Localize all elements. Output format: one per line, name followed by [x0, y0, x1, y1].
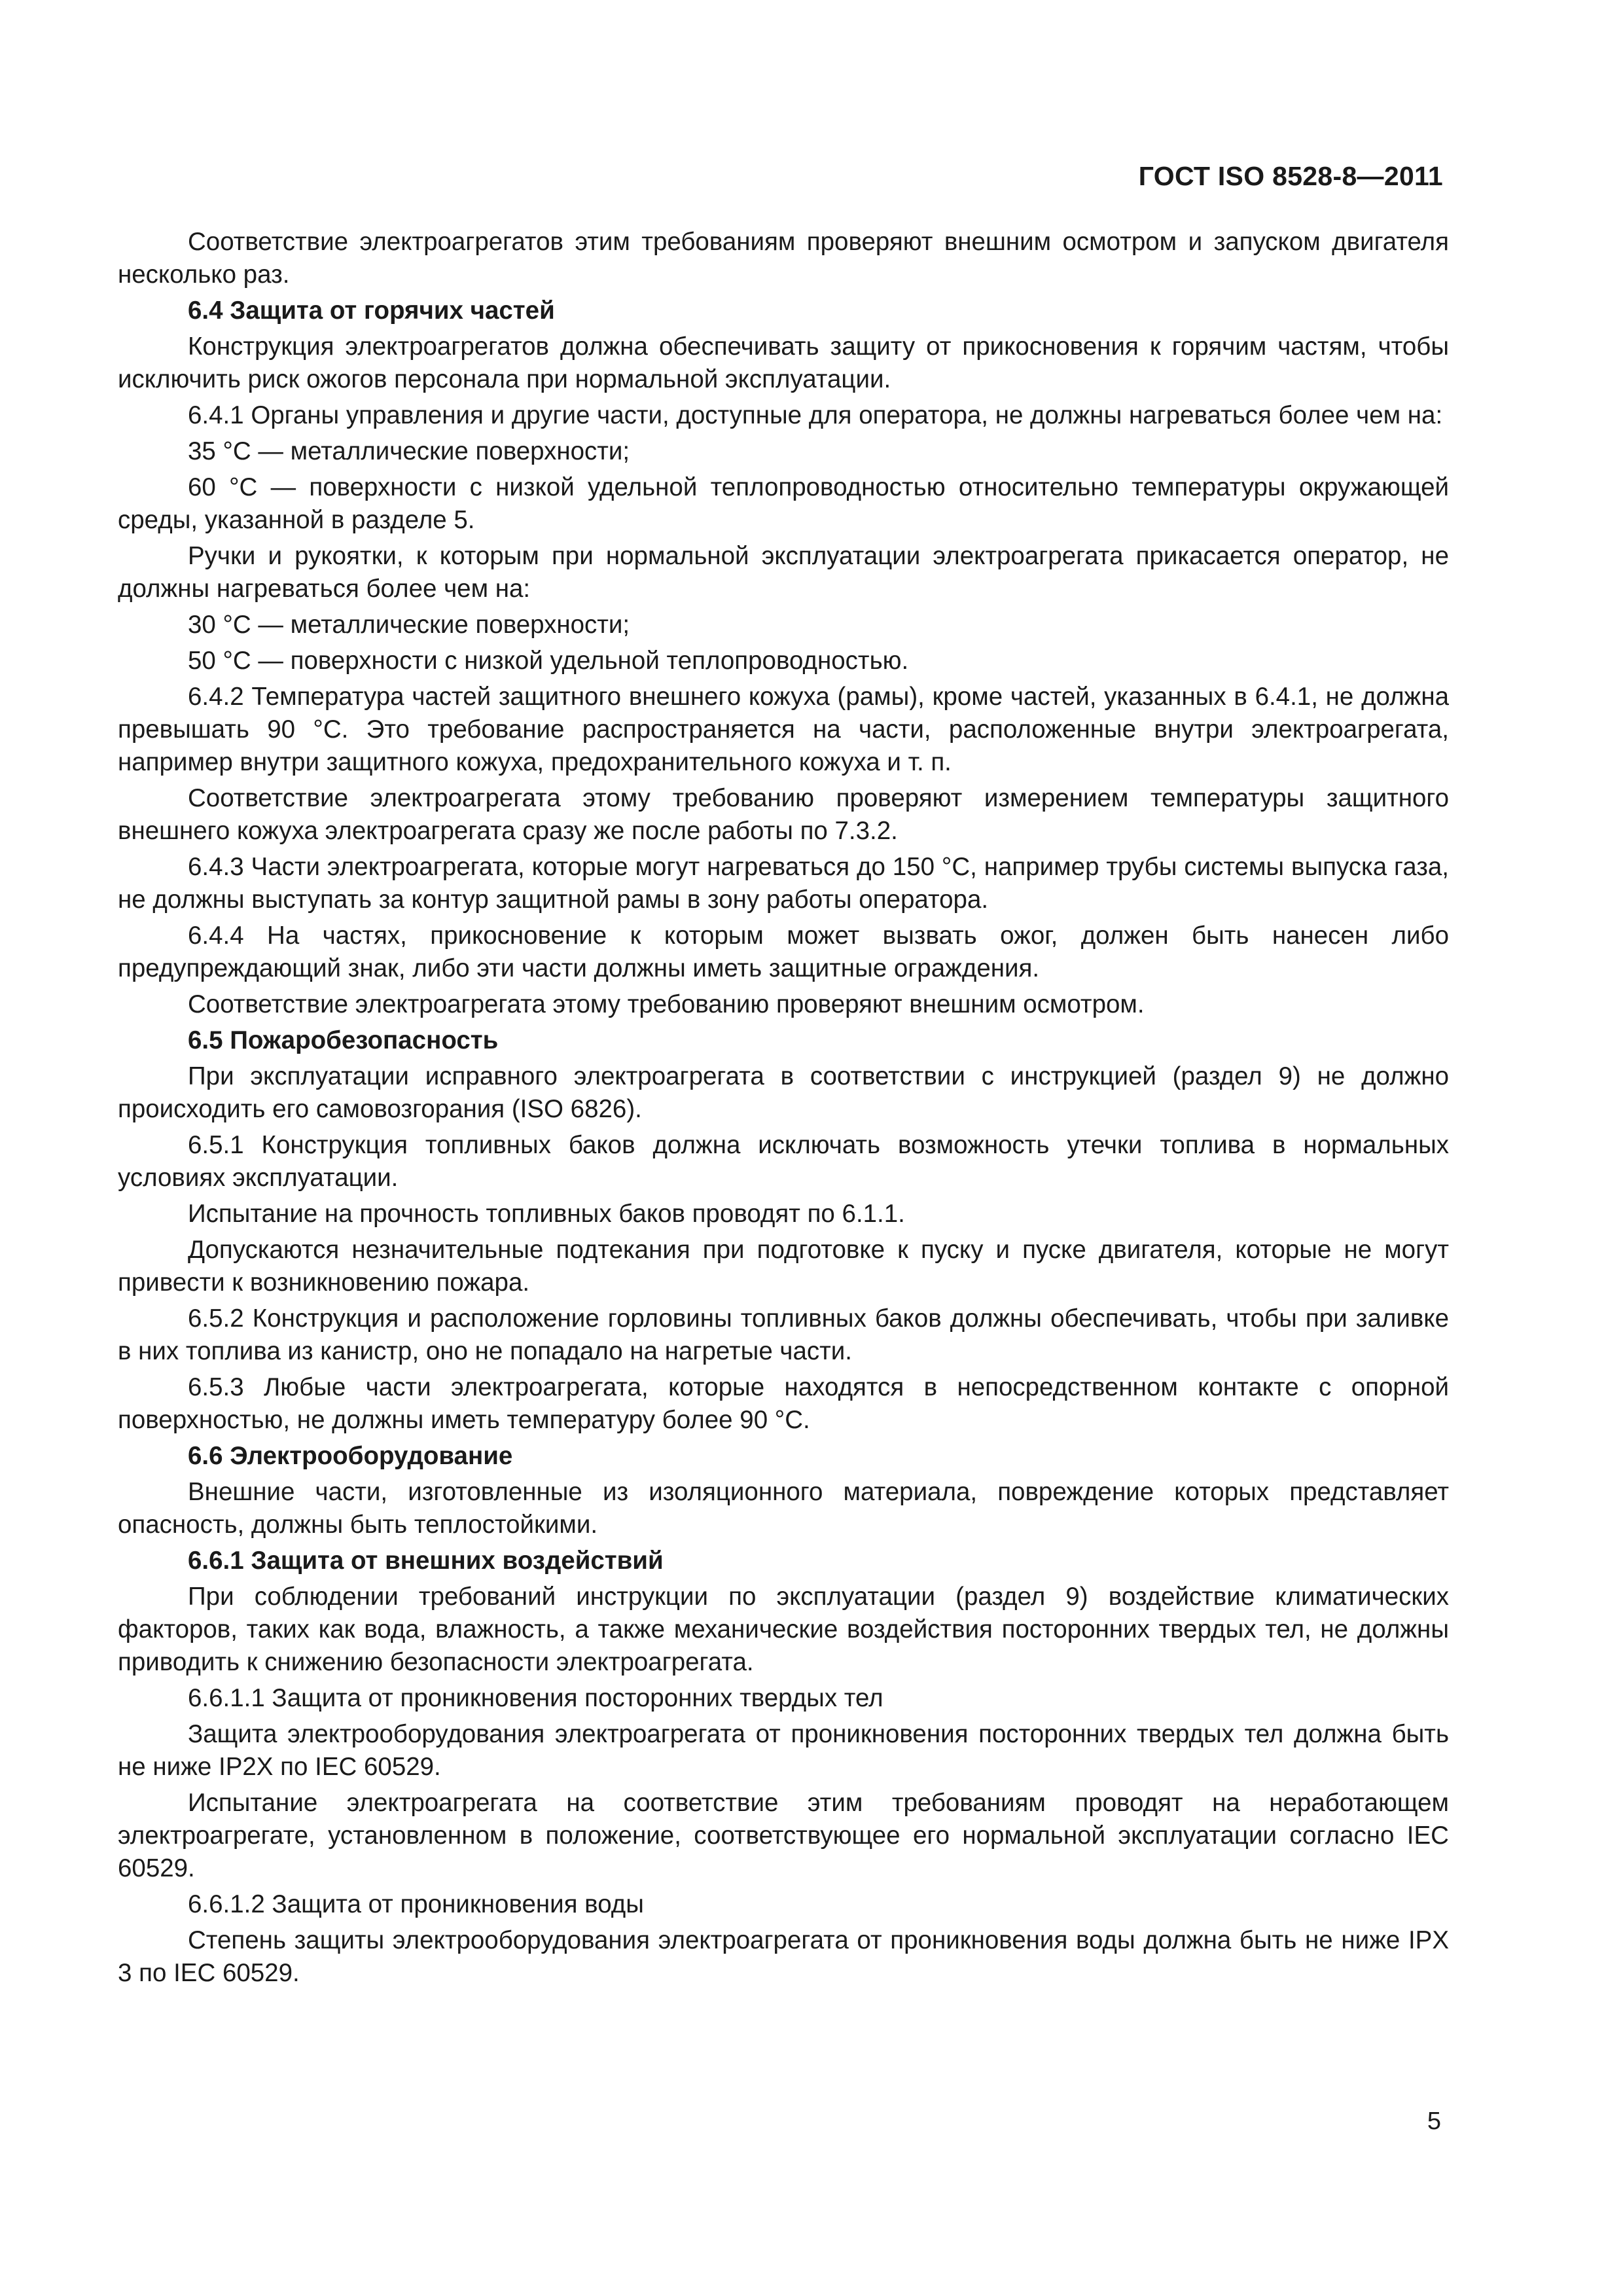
paragraph: 6.5.1 Конструкция топливных баков должна исключать возможность утечки топлива в нормальных условиях эксплуатации. [118, 1131, 1449, 1192]
paragraph: Ручки и рукоятки, к которым при нормальной эксплуатации электроагрегата прикасается оператор, не должны нагреваться более чем на: [118, 542, 1449, 603]
paragraph: Допускаются незначительные подтекания при подготовке к пуску и пуске двигателя, которые не могут привести к возникновению пожара. [118, 1236, 1449, 1297]
section-heading: 6.6 Электрооборудование [188, 1442, 513, 1470]
page-number: 5 [1427, 2108, 1441, 2135]
paragraph: 6.5.3 Любые части электроагрегата, которые находятся в непосредственном контакте с опорной поверхностью, не должны иметь температуру более 90 °C. [118, 1373, 1449, 1434]
paragraph: Защита электрооборудования электроагрегата от проникновения посторонних твердых тел должна быть не ниже IP2X по IEC 60529. [118, 1720, 1449, 1781]
paragraph: 6.6.1.2 Защита от проникновения воды [188, 1890, 644, 1918]
section-heading: 6.6.1 Защита от внешних воздействий [188, 1547, 664, 1575]
paragraph: При эксплуатации исправного электроагрегата в соответствии с инструкцией (раздел 9) не должно происходить его самовозгорания (ISO 6826). [118, 1062, 1449, 1123]
paragraph: 35 °C — металлические поверхности; [188, 437, 630, 465]
paragraph: 6.6.1.1 Защита от проникновения посторонних твердых тел [188, 1684, 883, 1712]
paragraph: 6.4.3 Части электроагрегата, которые могут нагреваться до 150 °C, например трубы системы выпуска газа, не должны выступать за контур защитной рамы в зону работы оператора. [118, 853, 1449, 914]
paragraph: Соответствие электроагрегата этому требованию проверяют внешним осмотром. [188, 990, 1145, 1018]
paragraph: 6.4.2 Температура частей защитного внешнего кожуха (рамы), кроме частей, указанных в 6.4.1, не должна превышать 90 °C. Это требование распространяется на части, расположенные внутри электроагрегата, например внутри защитного кожуха, предохранительного кожуха и т. п. [118, 683, 1449, 776]
section-heading: 6.5 Пожаробезопасность [188, 1026, 499, 1054]
paragraph: 6.4.1 Органы управления и другие части, доступные для оператора, не должны нагреваться более чем на: [188, 401, 1443, 429]
paragraph: Испытание на прочность топливных баков проводят по 6.1.1. [188, 1200, 905, 1228]
paragraph: 6.5.2 Конструкция и расположение горловины топливных баков должны обеспечивать, чтобы при заливке в них топлива из канистр, оно не попадало на нагретые части. [118, 1304, 1449, 1365]
paragraph: Соответствие электроагрегата этому требованию проверяют измерением температуры защитного внешнего кожуха электроагрегата сразу же после работы по 7.3.2. [118, 784, 1449, 845]
paragraph: 6.4.4 На частях, прикосновение к которым может вызвать ожог, должен быть нанесен либо предупреждающий знак, либо эти части должны иметь защитные ограждения. [118, 922, 1449, 982]
paragraph: Соответствие электроагрегатов этим требованиям проверяют внешним осмотром и запуском двигателя несколько раз. [118, 228, 1449, 289]
section-heading: 6.4 Защита от горячих частей [188, 296, 555, 325]
paragraph: Степень защиты электрооборудования электроагрегата от проникновения воды должна быть не ниже IPX 3 по IEC 60529. [118, 1926, 1449, 1987]
document-body [118, 226, 1449, 1993]
paragraph: Конструкция электроагрегатов должна обеспечивать защиту от прикосновения к горячим частям, чтобы исключить риск ожогов персонала при нормальной эксплуатации. [118, 332, 1449, 393]
paragraph: Внешние части, изготовленные из изоляционного материала, повреждение которых представляет опасность, должны быть теплостойкими. [118, 1478, 1449, 1539]
paragraph: При соблюдении требований инструкции по эксплуатации (раздел 9) воздействие климатических факторов, таких как вода, влажность, а также механические воздействия посторонних твердых тел, не должны приводить к снижению безопасности электроагрегата. [118, 1583, 1449, 1676]
paragraph: 50 °C — поверхности с низкой удельной теплопроводностью. [188, 647, 909, 675]
paragraph: Испытание электроагрегата на соответствие этим требованиям проводят на неработающем электроагрегате, установленном в положение, соответствующее его нормальной эксплуатации согласно IEC 60529. [118, 1789, 1449, 1882]
paragraph: 30 °C — металлические поверхности; [188, 611, 630, 639]
document-code-header: ГОСТ ISO 8528-8—2011 [1138, 161, 1443, 191]
paragraph: 60 °C — поверхности с низкой удельной теплопроводностью относительно температуры окружающей среды, указанной в разделе 5. [118, 473, 1449, 534]
